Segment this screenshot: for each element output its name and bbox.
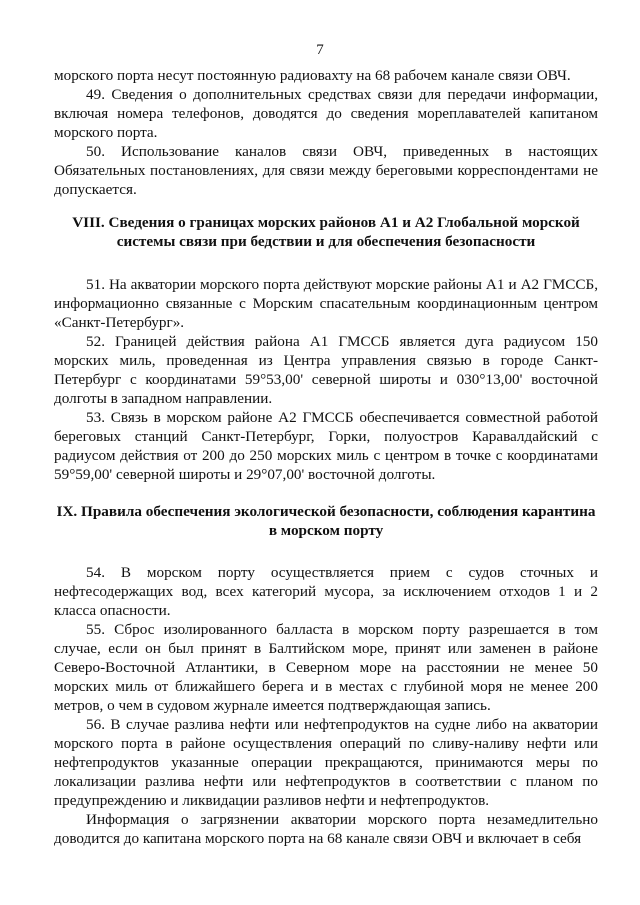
section-9-body: [54, 563, 598, 848]
section-8-body: [54, 275, 598, 484]
top-paragraphs: [54, 66, 598, 199]
paragraph-52: 52. Границей действия района А1 ГМССБ является дуга радиусом 150 морских миль, проведенная из Центра управления связью в городе Санкт-Петербург с координатами 59°53,00' северной широты и 030°13,00' восточной долготы в западном направлении.: [54, 333, 598, 407]
section-9-heading: IX. Правила обеспечения экологической безопасности, соблюдения карантина в морском порту: [56, 503, 596, 539]
paragraph-54: 54. В морском порту осуществляется прием с судов сточных и нефтесодержащих вод, всех категорий мусора, за исключением отходов 1 и 2 класса опасности.: [54, 564, 598, 619]
paragraph-51: 51. На акватории морского порта действуют морские районы А1 и А2 ГМССБ, информационно связанные с Морским спасательным координационным центром «Санкт-Петербург».: [54, 276, 598, 331]
paragraph-55: 55. Сброс изолированного балласта в морском порту разрешается в том случае, если он был принят в Балтийском море, принят или заменен в районе Северо-Восточной Атлантики, в Северном море на расстоянии не менее 50 морских миль от ближайшего берега и в местах с глубиной моря не менее 200 метров, о чем в судовом журнале имеется подтверждающая запись.: [54, 621, 598, 714]
paragraph-information: Информация о загрязнении акватории морского порта незамедлительно доводится до капитана морского порта на 68 канале связи ОВЧ и включает в себя: [54, 811, 598, 847]
paragraph-50: 50. Использование каналов связи ОВЧ, приведенных в настоящих Обязательных постановлениях, для связи между береговыми корреспондентами не допускается.: [54, 143, 598, 198]
paragraph-49: 49. Сведения о дополнительных средствах связи для передачи информации, включая номера телефонов, доводятся до сведения мореплавателей капитаном морского порта.: [54, 86, 598, 141]
paragraph-56: 56. В случае разлива нефти или нефтепродуктов на судне либо на акватории морского порта в районе осуществления операций по сливу-наливу нефти или нефтепродуктов указанные операции прекращаются, принимаются меры по локализации разлива нефти или нефтепродуктов в соответствии с планом по предупреждению и ликвидации разливов нефти и нефтепродуктов.: [54, 716, 598, 809]
section-8-heading: VIII. Сведения о границах морских районов А1 и А2 Глобальной морской системы связи при бедствии и для обеспечения безопасности: [72, 214, 580, 250]
page-number: 7: [316, 42, 324, 58]
paragraph-53: 53. Связь в морском районе А2 ГМССБ обеспечивается совместной работой береговых станций Санкт-Петербург, Горки, полуостров Каравалдайский с радиусом действия от 200 до 250 морских миль с центром в точке с координатами 59°59,00' северной широты и 29°07,00' восточной долготы.: [54, 409, 598, 483]
paragraph-continuation: морского порта несут постоянную радиовахту на 68 рабочем канале связи ОВЧ.: [54, 67, 571, 84]
